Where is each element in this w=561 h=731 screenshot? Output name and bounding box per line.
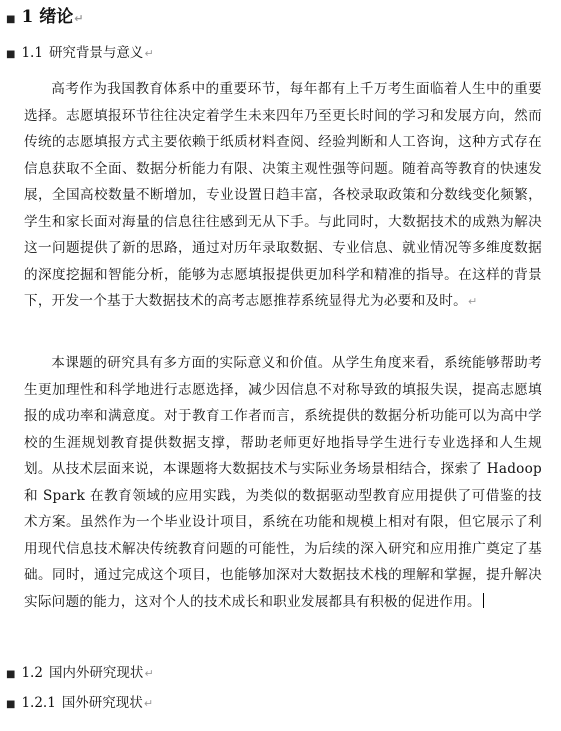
heading-number: 1.1	[21, 45, 43, 61]
text-cursor	[483, 593, 484, 608]
paragraph-mark-icon: ↵	[74, 12, 84, 25]
paragraph-text: 高考作为我国教育体系中的重要环节，每年都有上千万考生面临着人生中的重要选择。志愿填报环节往往决定着学生未来四年乃至更长时间的学习和发展方向，然而传统的志愿填报方式主要依赖于纸质材料查阅、经验判断和人工咨询，这种方式存在信息获取不全面、数据分析能力有限、决策主观性强等问题。随着高等教育的快速发展，全国高校数量不断增加，专业设置日趋丰富，各校录取政策和分数线变化频繁，学生和家长面对海量的信息往往感到无从下手。与此同时，大数据技术的成熟为解决这一问题提供了新的思路，通过对历年录取数据、专业信息、就业情况等多维度数据的深度挖掘和智能分析，能够为志愿填报提供更加科学和精准的指导。在这样的背景下，开发一个基于大数据技术的高考志愿推荐系统显得尤为必要和及时。	[24, 81, 542, 309]
bullet-icon: ■	[6, 699, 16, 710]
heading-title: 国内外研究现状	[48, 665, 144, 681]
heading-1[interactable]	[6, 2, 84, 27]
heading-1-2-1[interactable]	[6, 691, 153, 711]
body-paragraph[interactable]	[24, 350, 542, 615]
paragraph-mark-icon: ↵	[144, 667, 154, 680]
bullet-icon: ■	[6, 49, 16, 60]
heading-title: 国外研究现状	[61, 695, 143, 711]
heading-1-2[interactable]	[6, 661, 154, 681]
heading-number: 1	[21, 7, 34, 27]
paragraph-text: 本课题的研究具有多方面的实际意义和价值。从学生角度来看，系统能够帮助考生更加理性和科学地进行志愿选择，减少因信息不对称导致的填报失误，提高志愿填报的成功率和满意度。对于教育工作者而言，系统提供的数据分析功能可以为高中学校的生涯规划教育提供数据支撑，帮助老师更好地指导学生进行专业选择和人生规划。从技术层面来说，本课题将大数据技术与实际业务场景相结合，探索了 Hadoop 和 Spark 在教育领域的应用实践，为类似的数据驱动型教育应用提供了可借鉴的技术方案。虽然作为一个毕业设计项目，系统在功能和规模上相对有限，但它展示了利用现代信息技术解决传统教育问题的可能性，为后续的深入研究和应用推广奠定了基础。同时，通过完成这个项目，也能够加深对大数据技术栈的理解和掌握，提升解决实际问题的能力，这对个人的技术成长和职业发展都具有积极的促进作用。	[24, 355, 542, 610]
heading-number: 1.2	[21, 665, 43, 681]
body-paragraph[interactable]	[24, 76, 542, 316]
paragraph-mark-icon: ↵	[468, 295, 478, 308]
heading-title: 研究背景与意义	[48, 45, 144, 61]
bullet-icon: ■	[6, 14, 16, 25]
paragraph-mark-icon: ↵	[144, 47, 154, 60]
heading-number: 1.2.1	[21, 695, 56, 711]
paragraph-mark-icon: ↵	[143, 697, 154, 710]
heading-title: 绪论	[39, 7, 74, 27]
bullet-icon: ■	[6, 669, 16, 680]
heading-1-1[interactable]	[6, 41, 154, 61]
